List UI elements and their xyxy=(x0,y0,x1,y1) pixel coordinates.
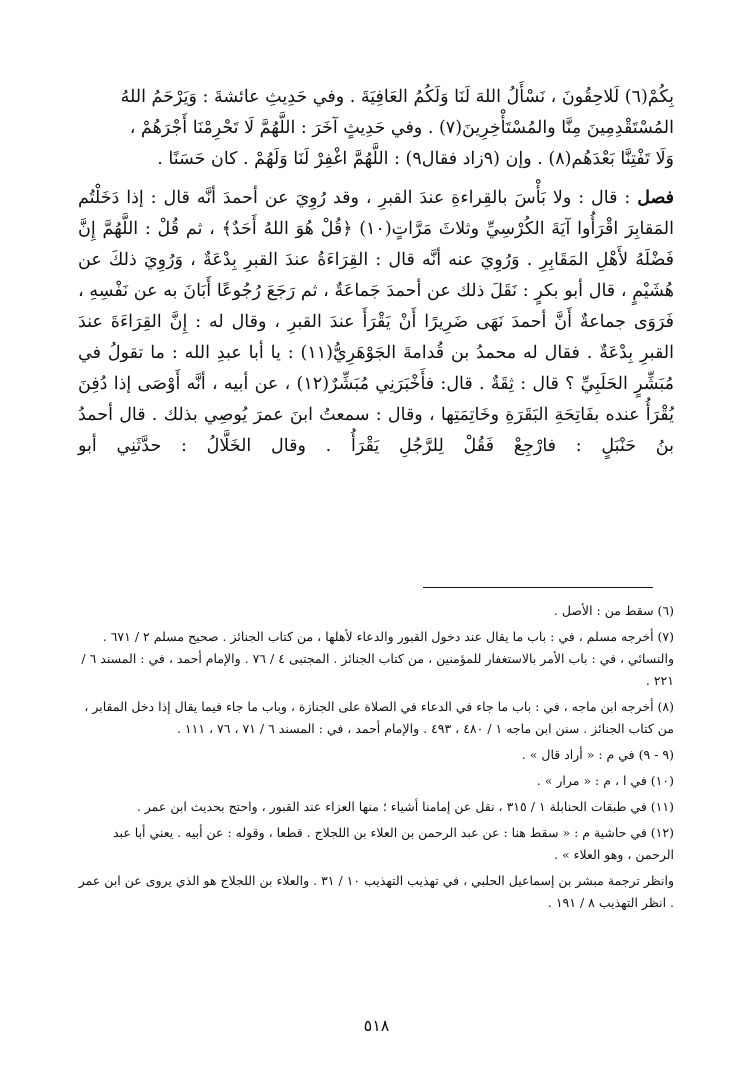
footnote-11: (١١) في طبقات الحنابلة ١ / ٣١٥ ، نقل عن إمامنا أشياء ؛ منها العزاء عند القبور ، واحتج بحديث ابن عمر . xyxy=(136,799,674,814)
paragraph-2 xyxy=(78,183,674,462)
footnote-8: (٨) أخرجه ابن ماجه ، في : باب ما جاء في الدعاء في الصلاة على الجنازة ، وباب ما جاء فيما يقال إذا دخل المقابر ، من كتاب الجنائز . سنن ابن ماجه ١ / ٤٨٠ ، ٤٩٣ . والإمام أحمد ، في : المسند ٦ / ٧١ ، ٧٦ ، ١١١ . xyxy=(84,699,674,736)
p1-line-2: المُسْتَقْدِمِينَ مِنَّا والمُسْتَأْخِرِينَ(٧) . وفي حَدِيثٍ آخَرَ : اللَّهُمَّ لَا تَحْرِمْنَا أَجْرَهُمْ ، xyxy=(129,118,674,138)
section-heading: فصل xyxy=(637,188,674,208)
footnote-12: (١٢) في حاشية م : « سقط هنا : عن عبد الرحمن بن العلاء بن اللجلاج . قطعا ، وقوله : عن أبيه . يعني أبا عبد الرحمن ، وهو العلاء » . xyxy=(113,825,674,862)
footnote-9: (٩ - ٩) في م : « أراد قال » . xyxy=(521,747,674,762)
paragraph-1 xyxy=(78,82,674,175)
footnote-7: (٧) أخرجه مسلم ، في : باب ما يقال عند دخول القبور والدعاء لأهلها ، من كتاب الجنائز . صحيح مسلم ٢ / ٦٧١ . والنسائي ، في : باب الأمر بالاستغفار للمؤمنين ، من كتاب الجنائز . المجتبى ٤ / ٧٦ . والإمام أحمد ، في : المسند ٦ / ٢٢١ . xyxy=(81,629,674,688)
main-text xyxy=(78,82,674,462)
p1-line-3: وَلَا تَفْتِنَّا بَعْدَهُم(٨) . وإن (٩زاد فقال٩) : اللَّهُمَّ اغْفِرْ لَنَا وَلَهُمْ . كان حَسَنًا . xyxy=(157,149,674,169)
footnote-10: (١٠) في ا ، م : « مرار » . xyxy=(536,773,674,788)
footnote-12-continuation: وانظر ترجمة مبشر بن إسماعيل الحلبي ، في تهذيب التهذيب ١٠ / ٣١ . والعلاء بن اللجلاج هو الذي يروى عن ابن عمر . انظر التهذيب ٨ / ١٩١ . xyxy=(78,873,674,910)
footnote-separator xyxy=(423,587,653,588)
paragraph-2-body: : قال : ولا بَأْسَ بالقِراءةِ عندَ القبرِ ، وقد رُوِيَ عن أحمدَ أنَّه قال : إذا دَخَلْتُم المَقابِرَ اقْرَأُوا آيَةَ الكُرْسِيِّ وثلاثَ مَرَّاتٍ(١٠) ﴿قُلْ هُوَ اللهُ أَحَدٌ﴾ ، ثم قُلْ : اللَّهُمَّ إِنَّ فَضْلَهُ لأَهْلِ المَقَابِرِ . وَرُوِيَ عنه أنَّه قال : القِرَاءَةُ عندَ القبرِ بِدْعَةٌ ، وَرُوِيَ ذلكَ عن هُشَيْمٍ ، قال أبو بكرٍ : نَقَلَ ذلك عن أحمدَ جَماعَةٌ ، ثم رَجَعَ رُجُوعًا أَبَانَ به عن نَفْسِهِ ، فَرَوَى جماعةٌ أَنَّ أحمدَ نَهَى ضَرِيرًا أَنْ يَقْرَأَ عندَ القبرِ ، وقال له : إِنَّ القِرَاءَةَ عندَ القبرِ بِدْعَةٌ . فقال له محمدُ بن قُدامةَ الجَوْهَرِيُّ(١١) : يا أبا عبدِ الله : ما تقولُ في مُبَشِّرٍ الحَلَبِيِّ ؟ قال : ثِقَةٌ . قال: فأَخْبَرَنِي مُبَشِّرٌ(١٢) ، عن أبيه ، أنَّه أَوْصَى إذا دُفِنَ يُقْرَأُ عنده بفَاتِحَةِ البَقَرَةِ وخَاتِمَتِها ، وقال : سمعتُ ابنَ عمرَ يُوصِي بذلك . قال أحمدُ بنُ حَنْبَلٍ : فارْجِعْ فَقُلْ لِلرَّجُلِ يَقْرَأُ . وقال الخَلَّالُ : حدَّثَنِي أبو xyxy=(78,188,675,456)
p1-line-1: بِكُمْ(٦) لَلاحِقُونَ ، نَسْأَلُ اللهَ لَنَا وَلَكُمُ العَافِيَةَ . وفي حَدِيثِ عائشةَ : وَيَرْحَمُ اللهُ xyxy=(120,87,674,107)
page-number: ٥١٨ xyxy=(363,1016,390,1035)
footnotes xyxy=(78,600,674,918)
footnote-6: (٦) سقط من : الأصل . xyxy=(553,603,674,618)
